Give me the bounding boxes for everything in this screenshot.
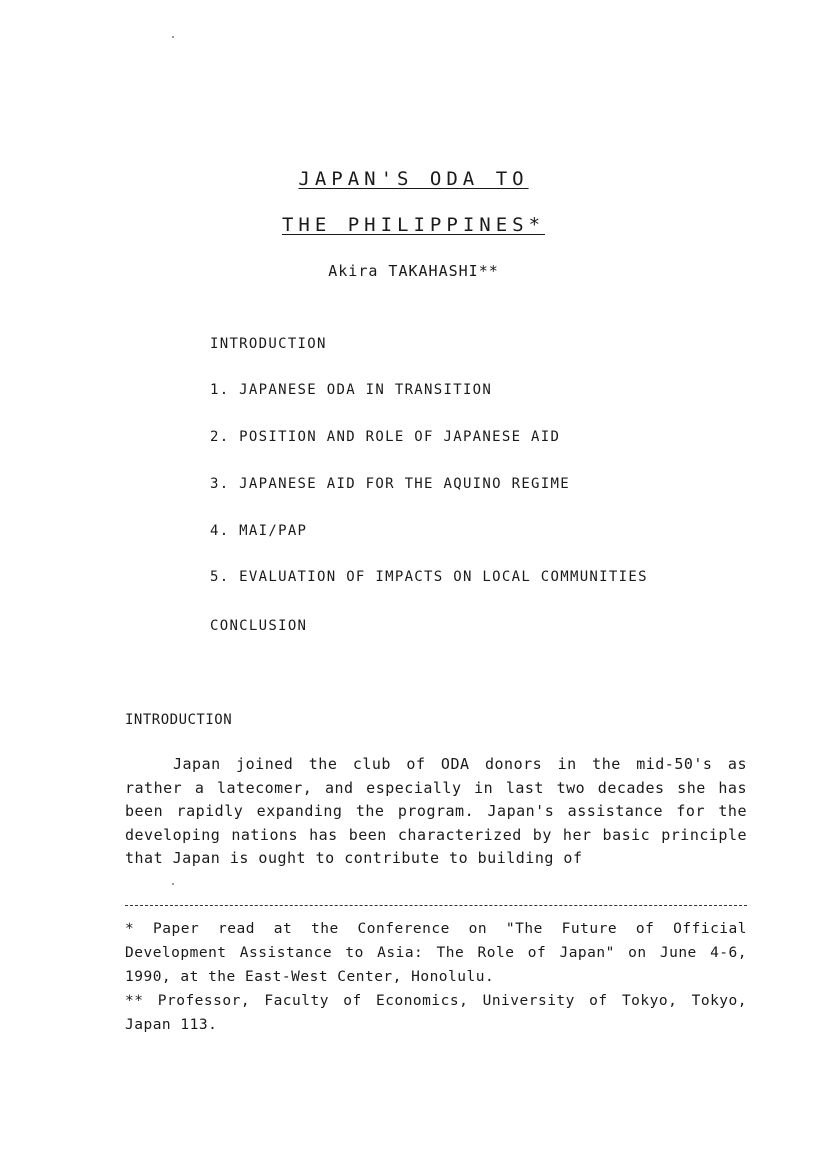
author-name: Akira TAKAHASHI** [328, 262, 499, 280]
section-heading: INTRODUCTION [125, 712, 233, 728]
toc-item-4: 4. MAI/PAP [210, 523, 308, 539]
toc-item-3: 3. JAPANESE AID FOR THE AQUINO REGIME [210, 476, 570, 492]
footnotes [125, 917, 747, 1037]
paragraph-text: Japan joined the club of ODA donors in the mid-50's as rather a latecomer, and especially in last two decades she has been rapidly expanding the program. Japan's assistance for the developing nations has been characterized by her basic principle that Japan is ought to contribute to building of [125, 755, 747, 867]
toc-item-5: 5. EVALUATION OF IMPACTS ON LOCAL COMMUNITIES [210, 569, 648, 585]
toc-item-introduction: INTRODUCTION [210, 336, 327, 352]
footnote-2: ** Professor, Faculty of Economics, University of Tokyo, Tokyo, Japan 113. [125, 993, 747, 1033]
title-line-1: JAPAN'S ODA TO [298, 168, 529, 190]
scan-speck [172, 36, 174, 38]
toc-item-1: 1. JAPANESE ODA IN TRANSITION [210, 382, 493, 398]
title-line-2: THE PHILIPPINES* [281, 214, 546, 236]
scan-speck [172, 883, 174, 885]
footnote-1: * Paper read at the Conference on "The Future of Official Development Assistance to Asia: The Role of Japan" on June 4-6, 1990, at the East-West Center, Honolulu. [125, 921, 747, 985]
toc-item-conclusion: CONCLUSION [210, 618, 308, 634]
footnote-separator [125, 905, 747, 906]
body-paragraph [125, 753, 747, 871]
toc-item-2: 2. POSITION AND ROLE OF JAPANESE AID [210, 429, 561, 445]
